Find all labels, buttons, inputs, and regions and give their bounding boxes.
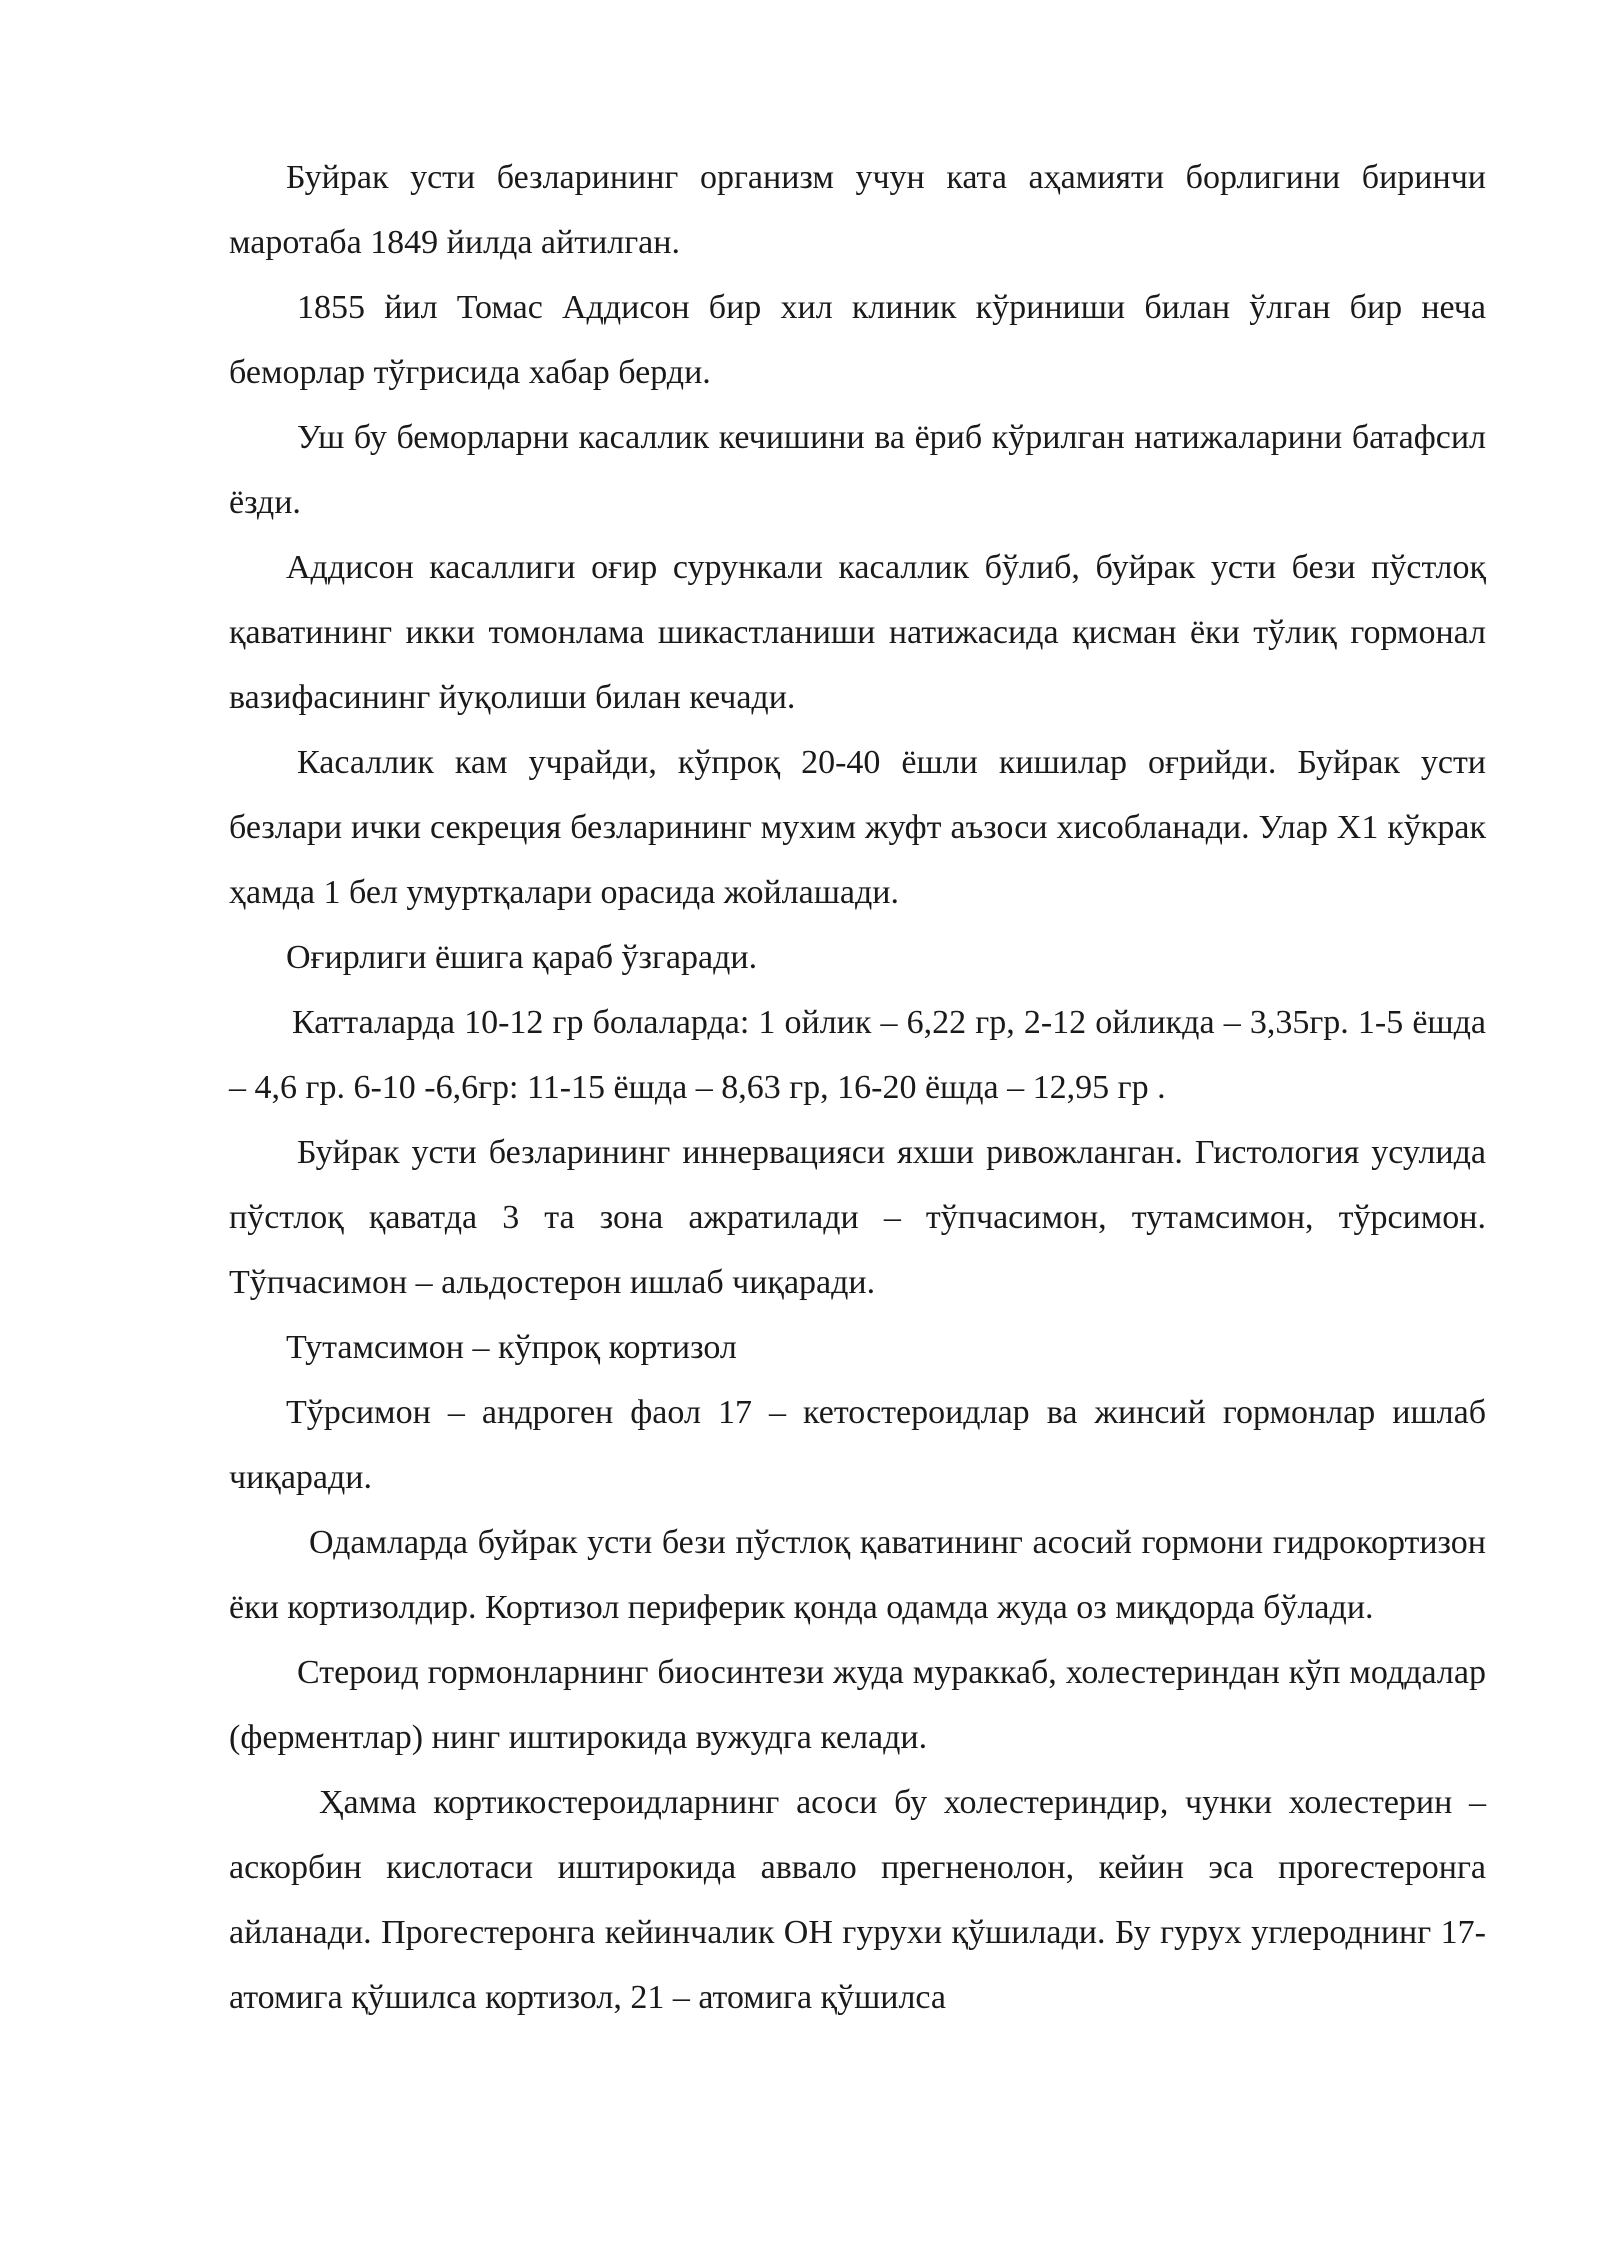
paragraph-2: 1855 йил Томас Аддисон бир хил клиник кўриниши билан ўлган бир неча беморлар тўгрисида хабар берди. — [229, 289, 1486, 391]
paragraph-9: Тутамсимон – кўпроқ кортизол — [286, 1329, 737, 1366]
document-page — [229, 145, 1486, 2030]
paragraph-10: Тўрсимон – андроген фаол 17 – кетостероидлар ва жинсий гормонлар ишлаб чиқаради. — [229, 1394, 1486, 1496]
paragraph-7: Катталарда 10-12 гр болаларда: 1 ойлик – 6,22 гр, 2-12 ойликда – 3,35гр. 1-5 ёшда – 4,6 гр. 6-10 -6,6гр: 11-15 ёшда – 8,63 гр, 16-20 ёшда – 12,95 гр . — [229, 1004, 1486, 1106]
paragraph-3: Уш бу беморларни касаллик кечишини ва ёриб кўрилган натижаларини батафсил ёзди. — [229, 419, 1486, 521]
paragraph-8: Буйрак усти безларининг иннервацияси яхши ривожланган. Гистология усулида пўстлоқ қаватда 3 та зона ажратилади – тўпчасимон, тутамсимон, тўрсимон. Тўпчасимон – альдостерон ишлаб чиқаради. — [229, 1134, 1486, 1301]
paragraph-5: Касаллик кам учрайди, кўпроқ 20-40 ёшли кишилар оғрийди. Буйрак усти безлари ички секреция безларининг мухим жуфт аъзоси хисобланади. Улар X1 кўкрак ҳамда 1 бел умуртқалари орасида жойлашади. — [229, 744, 1486, 911]
paragraph-1: Буйрак усти безларининг организм учун ката аҳамияти борлигини биринчи маротаба 1849 йилда айтилган. — [229, 159, 1486, 261]
paragraph-4: Аддисон касаллиги оғир сурункали касаллик бўлиб, буйрак усти бези пўстлоқ қаватининг икки томонлама шикастланиши натижасида қисман ёки тўлиқ гормонал вазифасининг йуқолиши билан кечади. — [229, 549, 1486, 716]
paragraph-13: Ҳамма кортикостероидларнинг асоси бу холестериндир, чунки холестерин – аскорбин кислотаси иштирокида аввало прегненолон, кейин эса прогестеронга айланади. Прогестеронга кейинчалик OH гурухи қўшилади. Бу гурух углероднинг 17- атомига қўшилса кортизол, 21 – атомига қўшилса — [229, 1784, 1486, 2016]
paragraph-6: Оғирлиги ёшига қараб ўзгаради. — [286, 939, 758, 976]
paragraph-11: Одамларда буйрак усти бези пўстлоқ қаватининг асосий гормони гидрокортизон ёки кортизолдир. Кортизол периферик қонда одамда жуда оз миқдорда бўлади. — [229, 1524, 1486, 1626]
paragraph-12: Стероид гормонларнинг биосинтези жуда мураккаб, холестериндан кўп моддалар (ферментлар) нинг иштирокида вужудга келади. — [229, 1654, 1486, 1756]
